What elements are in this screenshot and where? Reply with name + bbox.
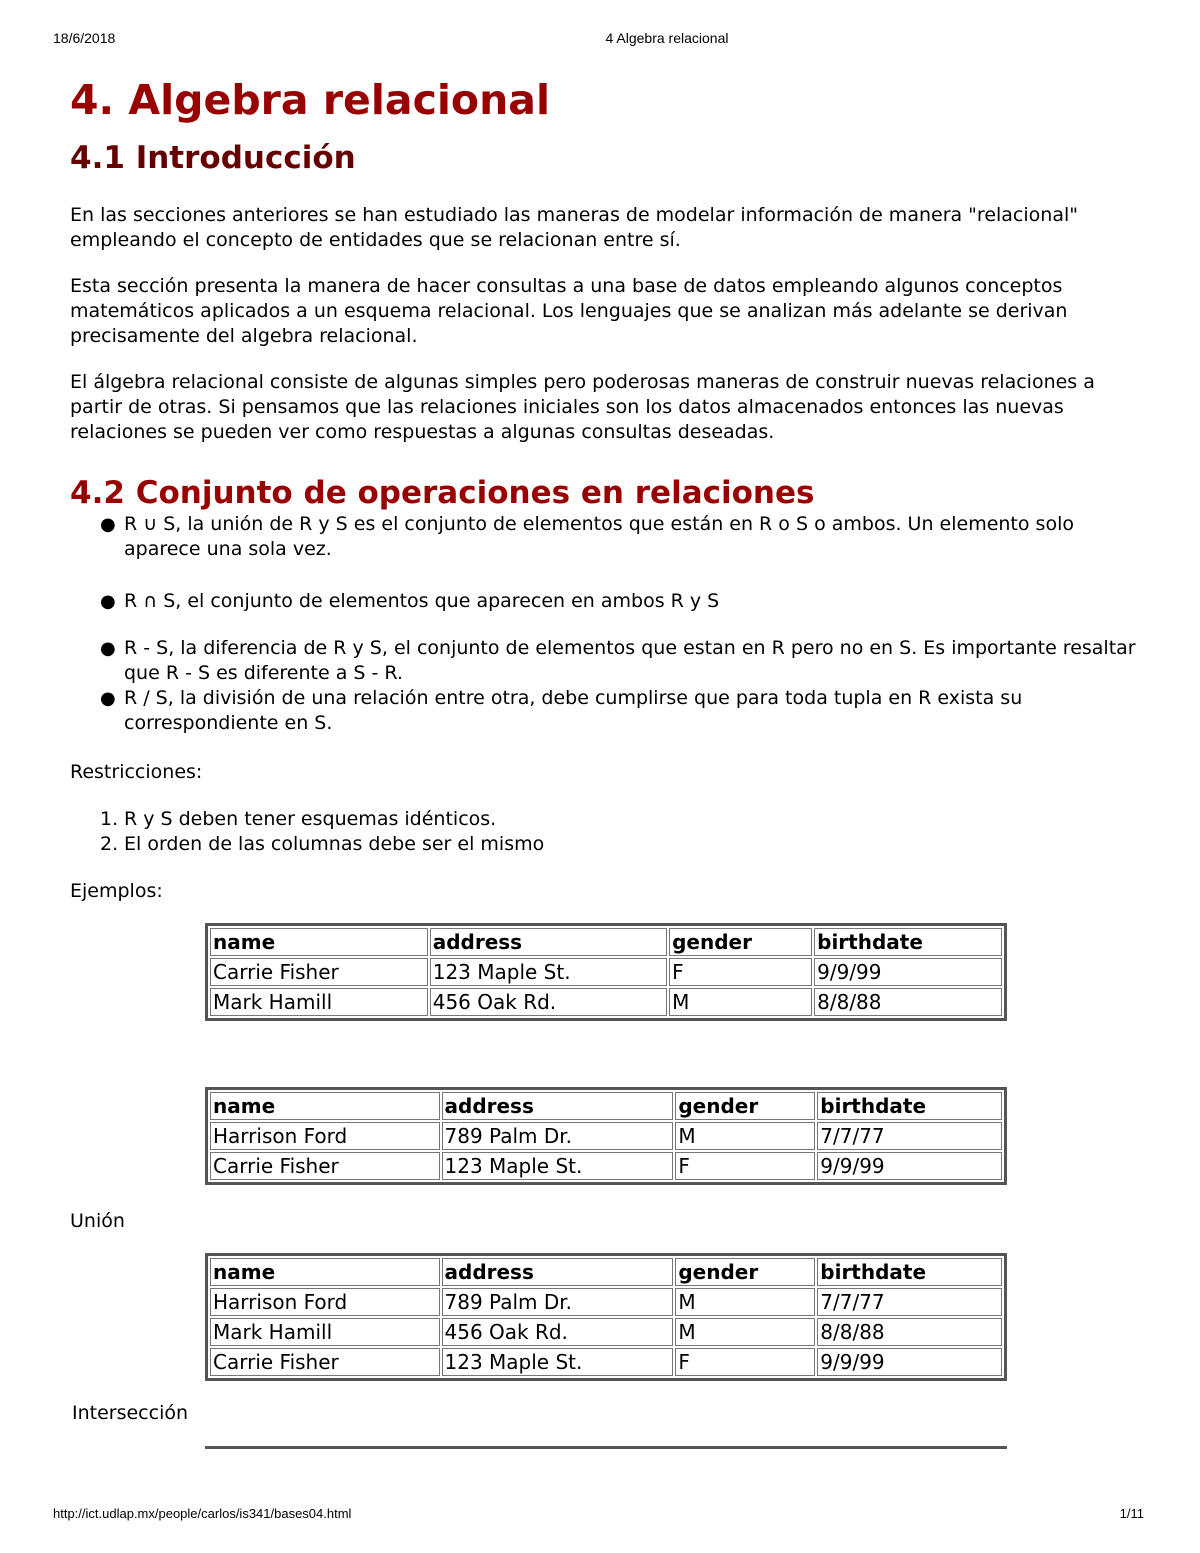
print-footer <box>0 1506 1200 1526</box>
print-title: 4 Algebra relacional <box>605 30 729 46</box>
table-row <box>210 988 1002 1016</box>
cell-gender: M <box>675 1288 815 1316</box>
table-s <box>205 1087 1007 1185</box>
cell-name: Harrison Ford <box>210 1288 440 1316</box>
cell-address: 789 Palm Dr. <box>442 1122 674 1150</box>
restrictions-label: Restricciones: <box>70 761 203 783</box>
print-url: http://ict.udlap.mx/people/carlos/is341/bases04.html <box>53 1506 352 1521</box>
cell-birthdate: 9/9/99 <box>817 1348 1002 1376</box>
table-row <box>210 1288 1002 1316</box>
cell-birthdate: 7/7/77 <box>817 1288 1002 1316</box>
cell-name: Carrie Fisher <box>210 1152 440 1180</box>
operations-list <box>70 512 1145 736</box>
intro-paragraph-3: El álgebra relacional consiste de algunas simples pero poderosas maneras de construir nuevas relaciones a partir de otras. Si pensamos que las relaciones iniciales son los datos almacenados entonces las nuevas relaciones se pueden ver como respuestas a algunas consultas deseadas. <box>70 371 1095 443</box>
bullet-icon: ● <box>100 638 116 659</box>
cell-birthdate: 8/8/88 <box>817 1318 1002 1346</box>
header-address: address <box>430 928 667 956</box>
header-gender: gender <box>675 1258 815 1286</box>
cell-name: Carrie Fisher <box>210 1348 440 1376</box>
section-intro-title: 4.1 Introducción <box>70 140 356 176</box>
cell-birthdate: 9/9/99 <box>814 958 1002 986</box>
cell-birthdate: 8/8/88 <box>814 988 1002 1016</box>
bullet-icon: ● <box>100 688 116 709</box>
cell-address: 789 Palm Dr. <box>442 1288 674 1316</box>
cell-gender: M <box>675 1318 815 1346</box>
cell-name: Harrison Ford <box>210 1122 440 1150</box>
header-name: name <box>210 928 428 956</box>
page-content <box>70 76 1145 1449</box>
examples-label: Ejemplos: <box>70 880 163 902</box>
cell-birthdate: 9/9/99 <box>817 1152 1002 1180</box>
restriction-1: R y S deben tener esquemas idénticos. <box>124 808 497 830</box>
header-address: address <box>442 1258 674 1286</box>
list-item <box>70 686 1145 736</box>
intro-paragraph-1: En las secciones anteriores se han estudiado las maneras de modelar información de manera "relacional" empleando el concepto de entidades que se relacionan entre sí. <box>70 204 1078 251</box>
cell-address: 123 Maple St. <box>430 958 667 986</box>
list-item <box>70 636 1145 686</box>
page-title: 4. Algebra relacional <box>70 76 551 124</box>
cell-gender: F <box>675 1152 815 1180</box>
operation-division: R / S, la división de una relación entre otra, debe cumplirse que para toda tupla en R exista su correspondiente en S. <box>124 687 1023 734</box>
print-header <box>0 30 1200 50</box>
table-header-row <box>210 1258 1002 1286</box>
bullet-icon: ● <box>100 514 116 535</box>
cell-gender: M <box>675 1122 815 1150</box>
section-operations-title: 4.2 Conjunto de operaciones en relaciones <box>70 475 815 511</box>
cell-birthdate: 7/7/77 <box>817 1122 1002 1150</box>
operation-union: R ∪ S, la unión de R y S es el conjunto de elementos que están en R o S o ambos. Un elemento solo aparece una sola vez. <box>124 513 1074 560</box>
list-item: 2. El orden de las columnas debe ser el mismo <box>100 833 545 855</box>
table-union <box>205 1253 1007 1381</box>
table-r <box>205 923 1007 1021</box>
table-row <box>210 1122 1002 1150</box>
print-date: 18/6/2018 <box>53 30 116 46</box>
operation-difference: R - S, la diferencia de R y S, el conjunto de elementos que estan en R pero no en S. Es importante resaltar que R - S es diferente a S - R. <box>124 637 1136 684</box>
cell-name: Mark Hamill <box>210 1318 440 1346</box>
cell-gender: M <box>669 988 812 1016</box>
header-birthdate: birthdate <box>817 1092 1002 1120</box>
table-intersection-top-edge <box>205 1446 1007 1449</box>
intersection-label: Intersección <box>72 1402 189 1424</box>
table-header-row <box>210 928 1002 956</box>
table-header-row <box>210 1092 1002 1120</box>
table-row <box>210 1318 1002 1346</box>
cell-gender: F <box>669 958 812 986</box>
union-label: Unión <box>70 1210 125 1232</box>
page-number: 1/11 <box>1119 1506 1144 1521</box>
cell-address: 123 Maple St. <box>442 1152 674 1180</box>
cell-gender: F <box>675 1348 815 1376</box>
header-gender: gender <box>675 1092 815 1120</box>
cell-address: 456 Oak Rd. <box>442 1318 674 1346</box>
table-row <box>210 958 1002 986</box>
cell-address: 123 Maple St. <box>442 1348 674 1376</box>
cell-name: Mark Hamill <box>210 988 428 1016</box>
table-row <box>210 1348 1002 1376</box>
table-row <box>210 1152 1002 1180</box>
header-address: address <box>442 1092 674 1120</box>
header-birthdate: birthdate <box>817 1258 1002 1286</box>
header-name: name <box>210 1258 440 1286</box>
intro-paragraph-2: Esta sección presenta la manera de hacer consultas a una base de datos empleando algunos conceptos matemáticos aplicados a un esquema relacional. Los lenguajes que se analizan más adelante se derivan precisamente del algebra relacional. <box>70 275 1068 347</box>
list-item: 1. R y S deben tener esquemas idénticos. <box>100 808 497 830</box>
cell-address: 456 Oak Rd. <box>430 988 667 1016</box>
bullet-icon: ● <box>100 591 116 612</box>
restrictions-list <box>70 807 1145 857</box>
operation-intersection: R ∩ S, el conjunto de elementos que aparecen en ambos R y S <box>124 590 720 612</box>
header-birthdate: birthdate <box>814 928 1002 956</box>
restriction-2: El orden de las columnas debe ser el mismo <box>124 833 545 855</box>
header-name: name <box>210 1092 440 1120</box>
cell-name: Carrie Fisher <box>210 958 428 986</box>
list-item <box>70 589 1145 614</box>
list-item <box>70 512 1145 562</box>
header-gender: gender <box>669 928 812 956</box>
